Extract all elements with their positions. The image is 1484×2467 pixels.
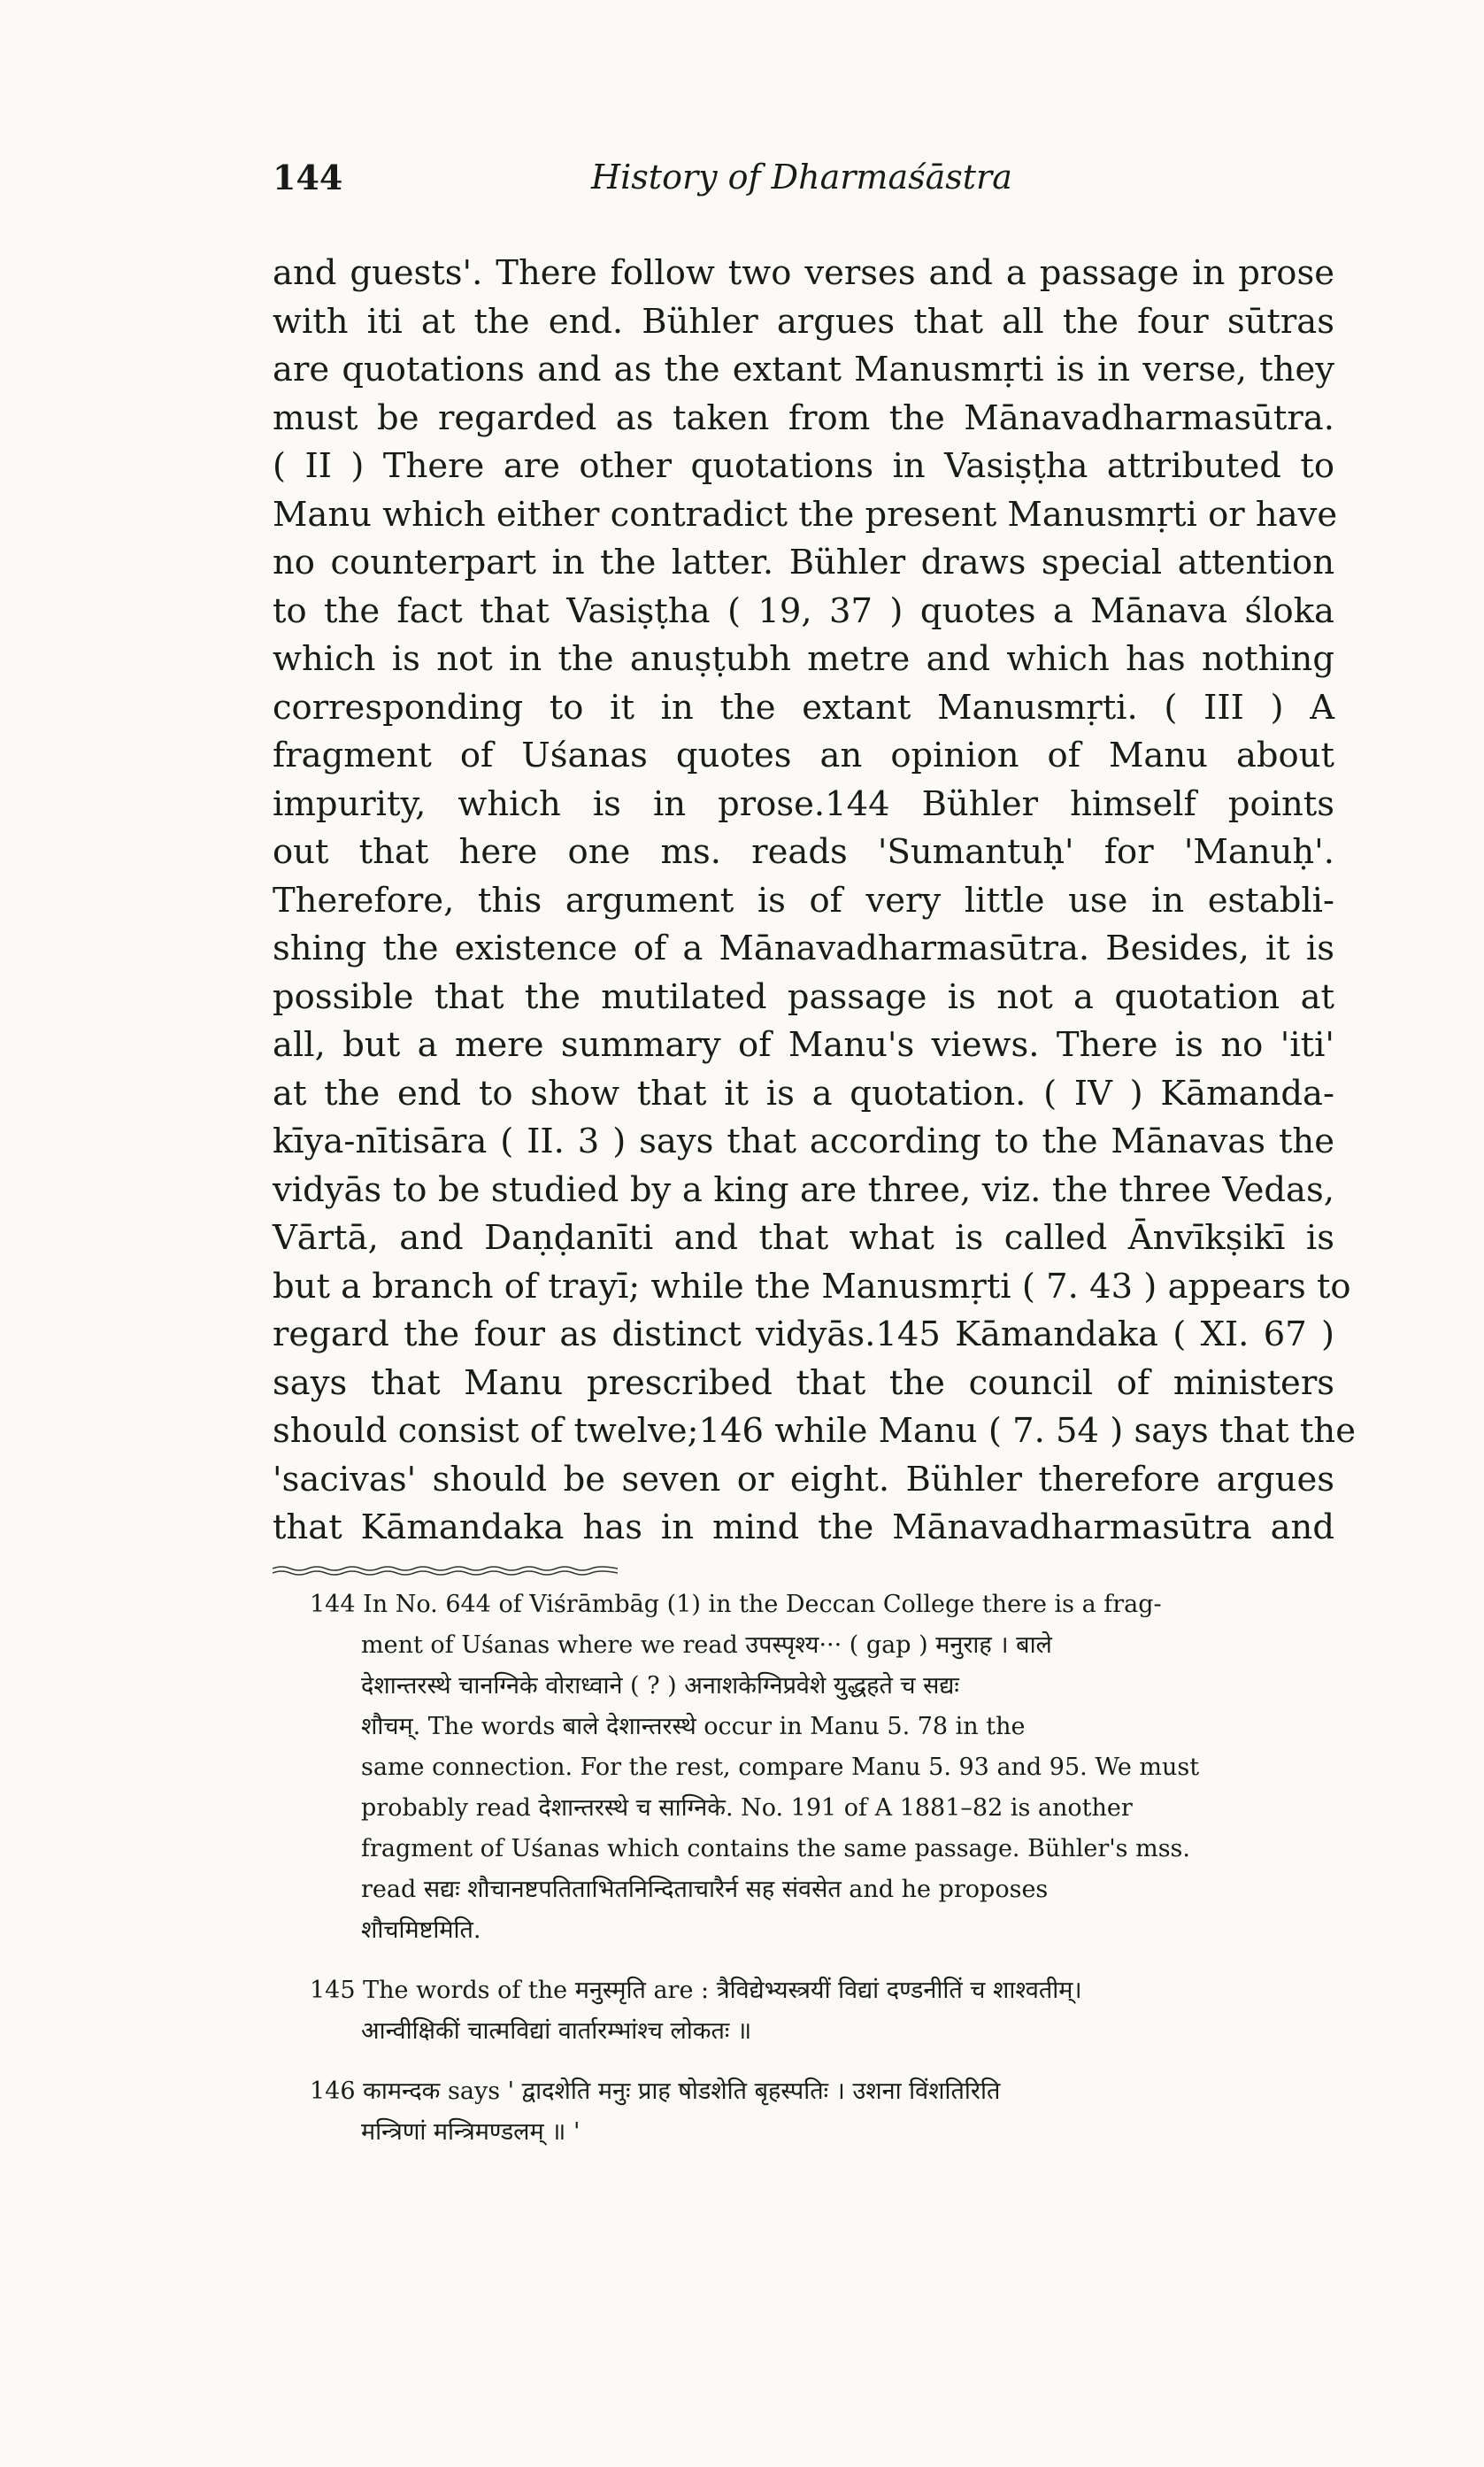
footnote-146 [310,2071,1336,2153]
footnote-line: probably read देशान्तरस्थे च साग्निके. No. 191 of A 1881–82 is another [361,1794,1133,1822]
text-line: must be regarded as taken from the Mānavadharmasūtra. [273,397,1334,438]
text-line: impurity, which is in prose.144 Bühler himself points [273,783,1334,824]
text-line: and guests'. There follow two verses and a passage in prose [273,253,1334,293]
text-line: are quotations and as the extant Manusmṛti is in verse, they [273,350,1334,389]
footnote-line: read सद्यः शौचानष्टपतिताभितनिन्दिताचारैर्न सह संवसेत and he proposes [361,1876,1049,1903]
footnote-line: शौचमिष्टमिति. [361,1916,481,1944]
text-line: corresponding to it in the extant Manusmṛti. ( III ) A [273,687,1334,728]
text-line: 'sacivas' should be seven or eight. Bühler therefore argues [273,1459,1334,1499]
text-line: kīya-nītisāra ( II. 3 ) says that according to the Mānavas the [273,1122,1334,1161]
text-line: all, but a mere summary of Manu's views. There is no 'iti' [273,1025,1334,1065]
text-line: Manu which either contradict the present Manusmṛti or have [273,494,1338,535]
page-number: 144 [273,158,343,197]
footnote-separator [273,1565,618,1576]
main-text [273,250,1356,1553]
footnote-line: आन्वीक्षिकीं चात्मविद्यां वार्तारम्भांश्च लोकतः ॥ [361,2017,752,2045]
footnote-line: शौचम्. The words बाले देशान्तरस्थे occur in Manu 5. 78 in the [361,1713,1026,1740]
footnote-line: same connection. For the rest, compare Manu 5. 93 and 95. We must [361,1754,1200,1781]
footnote-line: देशान्तरस्थे चानग्निके वोराध्वाने ( ? ) अनाशकेग्निप्रवेशे युद्धहते च सद्यः [361,1672,959,1700]
footnote-145 [310,1970,1336,2052]
footnote-line: 145 The words of the मनुस्मृति are : त्रैविद्येभ्यस्त्रयीं विद्यां दण्डनीतिं च शाश्वतीम्। [310,1977,1082,2004]
text-line: which is not in the anuṣṭubh metre and which has nothing [273,639,1334,679]
text-line: fragment of Uśanas quotes an opinion of Manu about [273,736,1334,775]
text-line: should consist of twelve;146 while Manu ( 7. 54 ) says that the [273,1411,1356,1451]
footnotes [310,1584,1336,2153]
text-line: that Kāmandaka has in mind the Mānavadharmasūtra and [273,1507,1334,1547]
footnote-line: fragment of Uśanas which contains the same passage. Bühler's mss. [361,1835,1190,1862]
text-line: regard the four as distinct vidyās.145 Kāmandaka ( XI. 67 ) [273,1314,1334,1354]
text-line: vidyās to be studied by a king are three, viz. the three Vedas, [273,1169,1334,1210]
footnote-line: 146 कामन्दक says ' द्वादशेति मनुः प्राह षोडशेति बृहस्पतिः । उशना विंशतिरिति [310,2078,1001,2105]
text-line: with iti at the end. Bühler argues that all the four sūtras [273,301,1334,342]
text-line: Therefore, this argument is of very little use in establi- [273,880,1334,921]
running-title: History of Dharmaśāstra [591,158,1012,197]
text-line: Vārtā, and Daṇḍanīti and that what is called Ānvīkṣikī is [273,1218,1334,1258]
footnote-line: 144 In No. 644 of Viśrāmbāg (1) in the Deccan College there is a frag- [310,1591,1162,1618]
text-line: says that Manu prescribed that the council of ministers [273,1362,1334,1403]
footnote-line: मन्त्रिणां मन्त्रिमण्डलम् ॥ ' [361,2118,581,2146]
text-line: shing the existence of a Mānavadharmasūtra. Besides, it is [273,929,1334,968]
footnote-line: ment of Uśanas where we read उपस्पृश्य··· ( gap ) मनुराह । बाले [361,1631,1052,1659]
text-line: out that here one ms. reads 'Sumantuḥ' for 'Manuḥ'. [273,832,1334,872]
text-line: but a branch of trayī; while the Manusmṛti ( 7. 43 ) appears to [273,1266,1351,1307]
page-header [273,158,1334,211]
text-line: no counterpart in the latter. Bühler draws special attention [273,543,1334,582]
text-line: ( II ) There are other quotations in Vasiṣṭha attributed to [273,446,1334,486]
text-line: possible that the mutilated passage is not a quotation at [273,976,1334,1017]
text-line: at the end to show that it is a quotation. ( IV ) Kāmanda- [273,1073,1334,1114]
text-line: to the fact that Vasiṣṭha ( 19, 37 ) quotes a Mānava śloka [273,590,1334,631]
footnote-144 [310,1584,1336,1951]
